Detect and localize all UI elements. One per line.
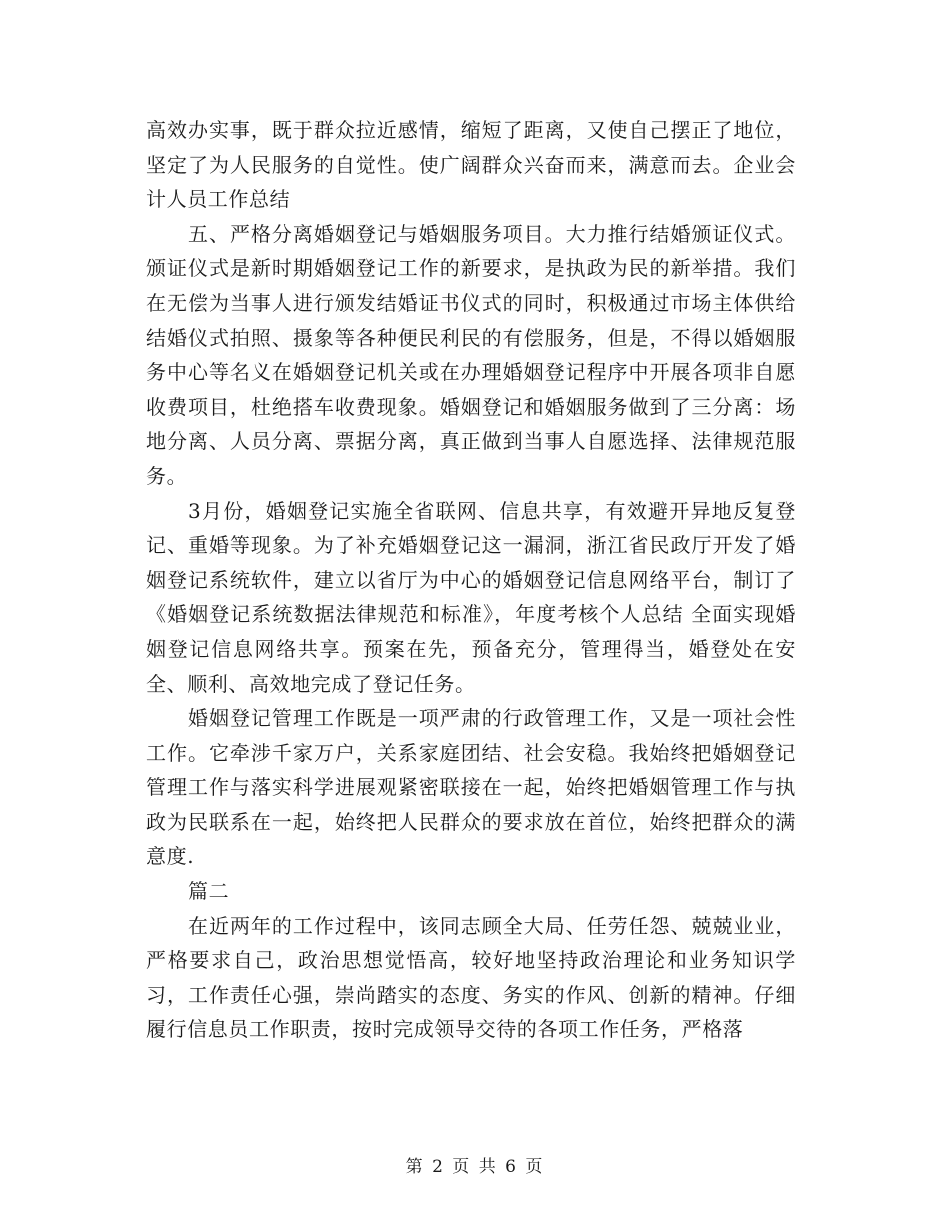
page-number-footer: 第 2 页 共 6 页 xyxy=(405,1157,545,1177)
paragraph-2: 五、严格分离婚姻登记与婚姻服务项目。大力推行结婚颁证仪式。颁证仪式是新时期婚姻登记工作的新要求，是执政为民的新举措。我们在无偿为当事人进行颁发结婚证书仪式的同时，积极通过市场主体供给结婚仪式拍照、摄象等各种便民利民的有偿服务，但是，不得以婚姻服务中心等名义在婚姻登记机关或在办理婚姻登记程序中开展各项非自愿收费项目，杜绝搭车收费现象。婚姻登记和婚姻服务做到了三分离：场地分离、人员分离、票据分离，真正做到当事人自愿选择、法律规范服务。 xyxy=(146,221,796,488)
paragraph-4: 婚姻登记管理工作既是一项严肃的行政管理工作，又是一项社会性工作。它牵涉千家万户，关系家庭团结、社会安稳。我始终把婚姻登记管理工作与落实科学进展观紧密联接在一起，始终把婚姻管理工作与执政为民联系在一起，始终把人民群众的要求放在首位，始终把群众的满意度. xyxy=(146,706,796,869)
paragraph-5: 在近两年的工作过程中，该同志顾全大局、任劳任怨、兢兢业业，严格要求自己，政治思想觉悟高，较好地坚持政治理论和业务知识学习，工作责任心强，崇尚踏实的态度、务实的作风、创新的精神。仔细履行信息员工作职责，按时完成领导交待的各项工作任务，严格落 xyxy=(146,913,796,1042)
document-page xyxy=(146,113,796,1047)
paragraph-1: 高效办实事，既于群众拉近感情，缩短了距离，又使自己摆正了地位，坚定了为人民服务的自觉性。使广阔群众兴奋而来，满意而去。企业会计人员工作总结 xyxy=(146,118,796,212)
section-heading: 篇二 xyxy=(188,879,230,904)
paragraph-3: 3月份，婚姻登记实施全省联网、信息共享，有效避开异地反复登记、重婚等现象。为了补充婚姻登记这一漏洞，浙江省民政厅开发了婚姻登记系统软件，建立以省厅为中心的婚姻登记信息网络平台，制订了《婚姻登记系统数据法律规范和标准》，年度考核个人总结 全面实现婚姻登记信息网络共享。预案在先，预备充分，管理得当，婚登处在安全、顺利、高效地完成了登记任务。 xyxy=(146,498,796,696)
